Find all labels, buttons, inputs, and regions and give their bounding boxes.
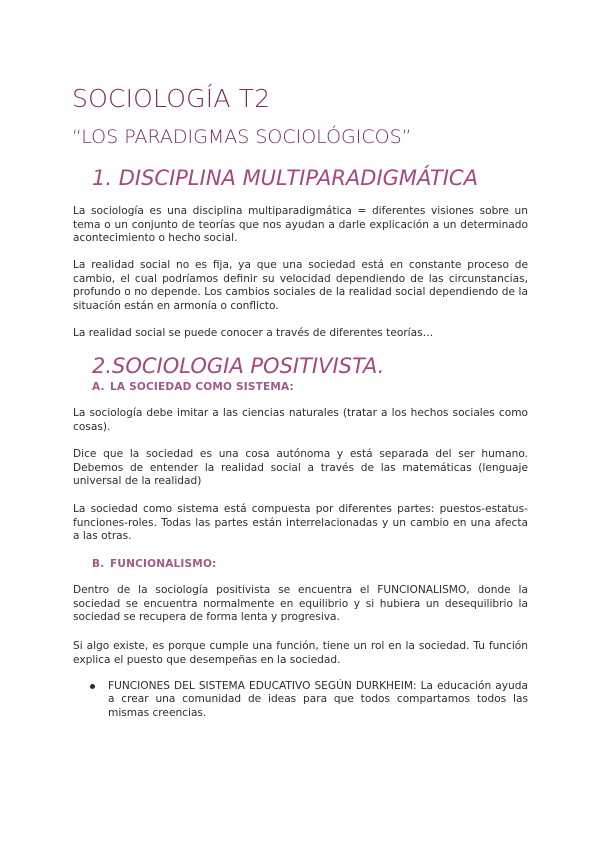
paragraph: La sociología es una disciplina multiparadigmática = diferentes visiones sobre un tema o un conjunto de teorías que nos ayudan a darle explicación a un determinado acontecimiento o hecho social. <box>73 205 528 245</box>
section-heading-disciplina: 1. DISCIPLINA MULTIPARADIGMÁTICA <box>92 166 478 190</box>
list-item-text: FUNCIONES DEL SISTEMA EDUCATIVO SEGÚN DURKHEIM: La educación ayuda a crear una comunidad de ideas para que todos compartamos todos las mismas creencias. <box>108 680 528 719</box>
paragraph: La sociedad como sistema está compuesta por diferentes partes: puestos-estatus-funciones-roles. Todas las partes están interrelacionadas y un cambio en una afecta a las otras. <box>73 503 528 543</box>
paragraph: La sociología debe imitar a las ciencias naturales (tratar a los hechos sociales como cosas). <box>73 407 528 433</box>
bullet-list <box>90 680 528 720</box>
paragraph: La realidad social se puede conocer a través de diferentes teorías… <box>73 327 434 339</box>
subsection-marker: B. <box>92 558 105 570</box>
document-subtitle: “LOS PARADIGMAS SOCIOLÓGICOS” <box>72 126 412 148</box>
subsection-heading-text: FUNCIONALISMO: <box>110 558 217 570</box>
paragraph: Dice que la sociedad es una cosa autónoma y está separada del ser humano. Debemos de entender la realidad social a través de las matemáticas (lenguaje universal de la realidad) <box>73 448 528 488</box>
section-heading-positivista: 2.SOCIOLOGIA POSITIVISTA. <box>92 354 385 378</box>
paragraph: La realidad social no es fija, ya que una sociedad está en constante proceso de cambio, el cual podríamos definir su velocidad dependiendo de las circunstancias, profundo o no depende. Los cambios sociales de la realidad social dependiendo de la situación están en armonía o conflicto. <box>73 259 528 312</box>
subsection-marker: A. <box>92 381 105 393</box>
subsection-heading-funcionalismo <box>92 558 216 570</box>
subsection-heading-text: LA SOCIEDAD COMO SISTEMA: <box>110 381 294 393</box>
paragraph: Si algo existe, es porque cumple una función, tiene un rol en la sociedad. Tu función explica el puesto que desempeñas en la sociedad. <box>73 640 528 666</box>
document-title: SOCIOLOGÍA T2 <box>72 84 271 113</box>
bullet-icon <box>90 684 95 689</box>
subsection-heading-sistema <box>92 381 294 393</box>
paragraph: Dentro de la sociología positivista se encuentra el FUNCIONALISMO, donde la sociedad se encuentra normalmente en equilibrio y si hubiera un desequilibrio la sociedad se recupera de forma lenta y progresiva. <box>73 584 528 624</box>
list-item <box>90 680 528 720</box>
